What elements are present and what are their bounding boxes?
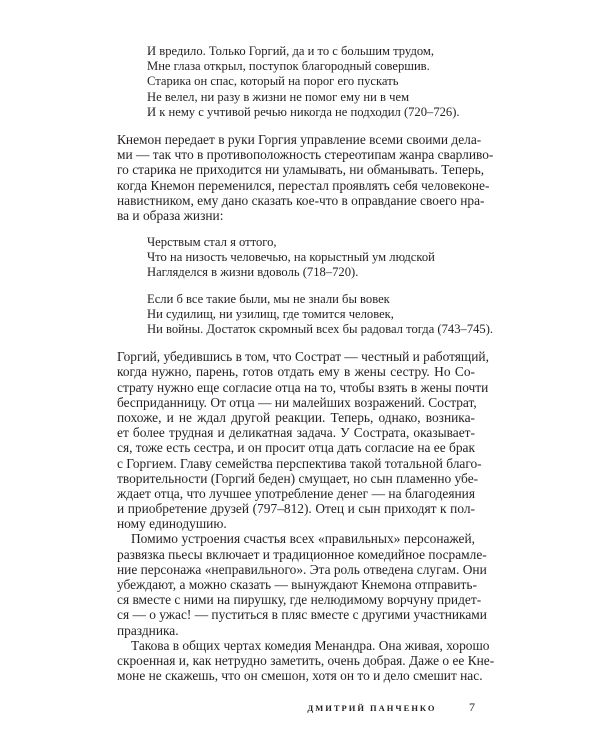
text-line: когда нужно, парень, готов отдать ему в жены сестру. Но Со- (117, 364, 475, 380)
text-line: убеждают, а можно сказать — вынуждают Кнемона отправить- (117, 577, 477, 592)
verse-quote-720-726 (117, 44, 475, 120)
text-line: ному единодушию. (117, 516, 227, 532)
text-line: И к нему с учтивой речью никогда не подходил (720–726). (147, 104, 460, 119)
text-line: навистником, ему дано сказать кое-что в оправдание своего нра- (117, 192, 485, 208)
running-footer-author: ДМИТРИЙ ПАНЧЕНКО (307, 703, 437, 713)
text-line: праздника. (117, 622, 179, 638)
text-line: Что на низость человечью, на корыстный ум людской (147, 250, 435, 265)
text-line: моне не скажешь, что он смешон, хотя он то и дело смешит нас. (117, 668, 483, 684)
text-line: Нагляделся в жизни вдоволь (718–720). (147, 265, 359, 280)
paragraph-knemon-hands-over (117, 131, 494, 223)
text-line: Мне глаза открыл, поступок благородный совершив. (147, 59, 430, 74)
text-line: Ни войны. Достаток скромный всех бы радовал тогда (743–745). (147, 322, 494, 336)
paragraph-summary (117, 637, 495, 684)
text-line: с Горгием. Главу семейства перспектива такой тотальной благо- (117, 455, 482, 471)
text-line: ждает отца, что лучшее употребление денег — на благодеяния (117, 485, 475, 501)
text-line: ет более трудная и деликатная задача. У Сострата, оказывает- (117, 425, 475, 441)
text-line: ся, тоже есть сестра, и он просит отца дать согласие на ее брак (117, 440, 475, 456)
text-line: творительности (Горгий беден) смущает, но сын пламенно убе- (117, 470, 479, 486)
text-line: Горгий, убедившись в том, что Сострат — честный и работящий, (117, 349, 489, 365)
page-body (117, 44, 495, 684)
text-line: Не велел, ни разу в жизни не помог ему ни в чем (147, 89, 410, 104)
text-line: когда Кнемон переменился, перестал проявлять себя человеконе- (117, 177, 490, 193)
text-line: Такова в общих чертах комедия Менандра. Она живая, хорошо (131, 637, 490, 653)
text-line: бесприданницу. От отца — ни малейших возражений. Сострат, (117, 394, 477, 410)
paragraph-gorgias-sostratus (117, 349, 489, 532)
text-line: ми — так что в противоположность стереотипам жанра сварливо- (117, 147, 494, 163)
text-line: Кнемон передает в руки Горгия управление всеми своими дела- (117, 131, 482, 147)
text-line: страту нужно еще согласие отца на то, чтобы взять в жены почти (117, 379, 489, 395)
paragraph-denouement (117, 531, 487, 638)
text-line: и приобретение друзей (797–812). Отец и сын приходят к пол- (117, 501, 475, 517)
text-line: развязка пьесы включает и традиционное комедийное посрамле- (117, 546, 487, 562)
text-line: Помимо устроения счастья всех «правильных» персонажей, (131, 531, 475, 547)
text-line: похоже, и не ждал другой реакции. Теперь, однако, возника- (117, 409, 475, 425)
text-line: ся вместе с ними на пирушку, где нелюдимому ворчуну придет- (117, 592, 482, 608)
text-line: Черствым стал я оттого, (147, 235, 277, 250)
text-line: Ни судилищ, ни узилищ, где томится человек, (147, 306, 394, 321)
page-number: 7 (469, 700, 475, 714)
page-footer (117, 700, 475, 715)
text-line: Старика он спас, который на порог его пускать (147, 74, 399, 89)
text-line: Если б все такие были, мы не знали бы вовек (147, 291, 390, 306)
text-line: ние персонажа «неправильного». Эта роль отведена слугам. Они (117, 561, 487, 577)
text-line: ся — о ужас! — пуститься в пляс вместе с другими участниками (117, 607, 487, 623)
text-line: И вредило. Только Горгий, да и то с большим трудом, (147, 44, 435, 58)
text-line: ва и образа жизни: (117, 207, 224, 223)
verse-quote-718-745 (117, 235, 494, 337)
text-line: скроенная и, как нетрудно заметить, очень добрая. Даже о ее Кне- (117, 652, 495, 668)
text-line: го старика не приходится ни уламывать, ни обманывать. Теперь, (117, 162, 485, 178)
